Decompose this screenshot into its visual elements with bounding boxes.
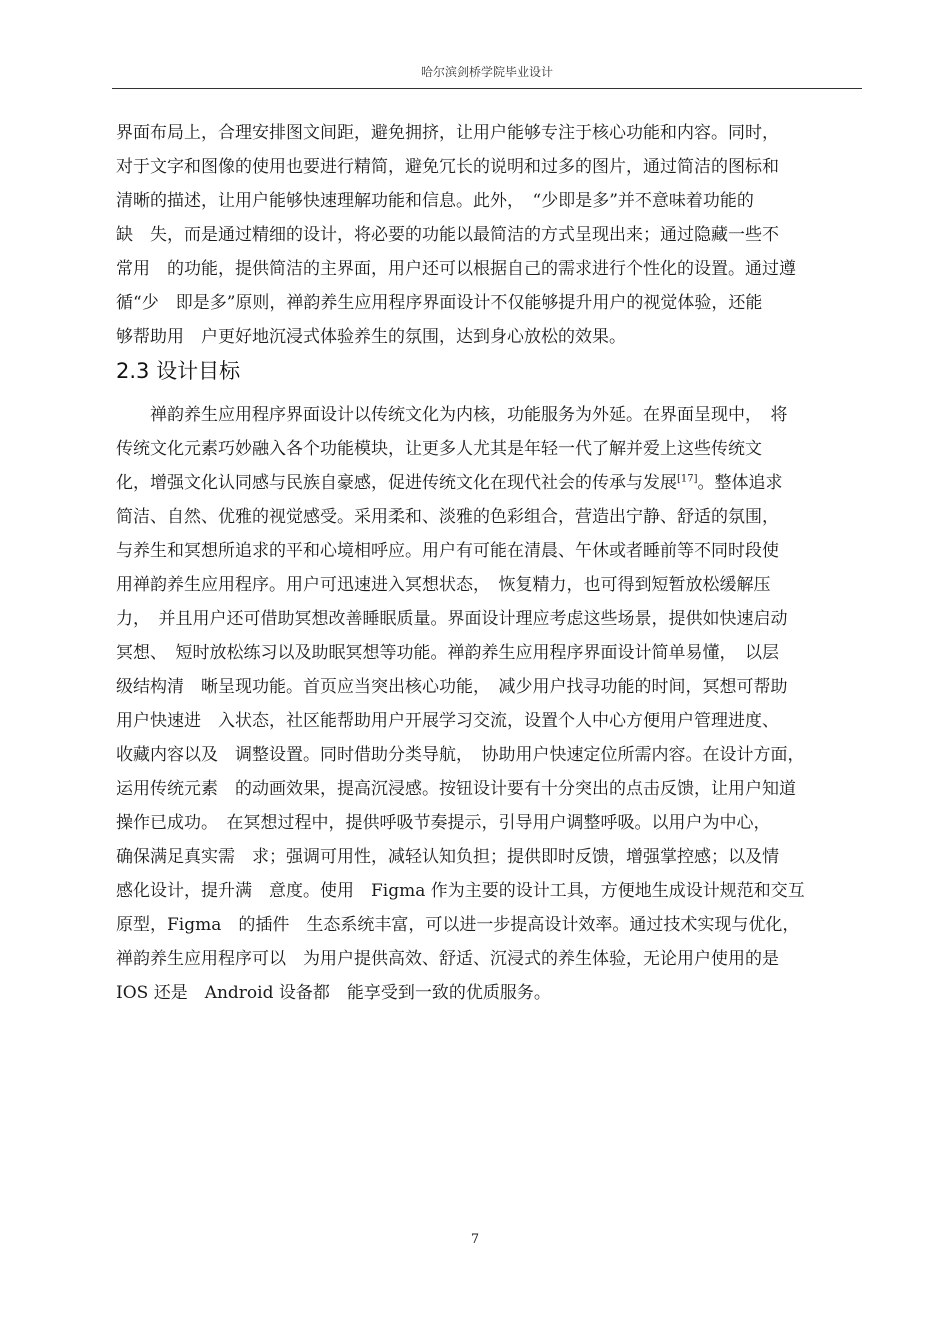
paragraph-line [116,466,783,500]
paragraph-line: 禅韵养生应用程序界面设计以传统文化为内核，功能服务为外延。在界面呈现中， 将 [150,405,788,425]
line-text: 。整体追求 [697,473,783,493]
paragraph-line: 常用 的功能，提供简洁的主界面，用户还可以根据自己的需求进行个性化的设置。通过遵 [116,259,796,279]
paragraph-line: 循“少 即是多”原则，禅韵养生应用程序界面设计不仅能够提升用户的视觉体验，还能 [116,293,763,313]
line-text: 化，增强文化认同感与民族自豪感，促进传统文化在现代社会的传承与发展 [116,473,677,493]
paragraph-line: 确保满足真实需 求；强调可用性，减轻认知负担；提供即时反馈，增强掌控感；以及情 [116,847,779,867]
page-header-title: 哈尔滨剑桥学院毕业设计 [420,65,553,79]
citation-marker: [17] [677,473,698,485]
paragraph-line: 与养生和冥想所追求的平和心境相呼应。用户有可能在清晨、午休或者睡前等不同时段使 [116,541,779,561]
paragraph-line: 操作已成功。 在冥想过程中，提供呼吸节奏提示，引导用户调整呼吸。以用户为中心， [116,813,771,833]
page-number: 7 [470,1232,480,1247]
paragraph-line: 运用传统元素 的动画效果，提高沉浸感。按钮设计要有十分突出的点击反馈，让用户知道 [116,779,796,799]
paragraph-line: 原型，Figma 的插件 生态系统丰富，可以进一步提高设计效率。通过技术实现与优化， [116,915,800,935]
paragraph-line: 级结构清 晰呈现功能。首页应当突出核心功能， 减少用户找寻功能的时间，冥想可帮助 [116,677,788,697]
header-rule [112,88,862,89]
paragraph-line: 传统文化元素巧妙融入各个功能模块，让更多人尤其是年轻一代了解并爱上这些传统文 [116,439,762,459]
paragraph-line: 感化设计，提升满 意度。使用 Figma 作为主要的设计工具，方便地生成设计规范和交互 [116,881,805,901]
paragraph-line: 用禅韵养生应用程序。用户可迅速进入冥想状态， 恢复精力，也可得到短暂放松缓解压 [116,575,771,595]
paragraph-line: 力， 并且用户还可借助冥想改善睡眠质量。界面设计理应考虑这些场景，提供如快速启动 [116,609,788,629]
paragraph-line: 清晰的描述，让用户能够快速理解功能和信息。此外， “少即是多”并不意味着功能的 [116,191,754,211]
paragraph-line: 用户快速进 入状态，社区能帮助用户开展学习交流，设置个人中心方便用户管理进度、 [116,711,779,731]
paragraph-line: 冥想、 短时放松练习以及助眠冥想等功能。禅韵养生应用程序界面设计简单易懂， 以层 [116,643,779,663]
paragraph-line: 对于文字和图像的使用也要进行精简，避免冗长的说明和过多的图片，通过简洁的图标和 [116,157,779,177]
paragraph-line: 收藏内容以及 调整设置。同时借助分类导航， 协助用户快速定位所需内容。在设计方面， [116,745,805,765]
paragraph-line: 界面布局上，合理安排图文间距，避免拥挤，让用户能够专注于核心功能和内容。同时， [116,123,779,143]
paragraph-line: 简洁、自然、优雅的视觉感受。采用柔和、淡雅的色彩组合，营造出宁静、舒适的氛围， [116,507,779,527]
section-heading: 2.3 设计目标 [116,359,241,383]
paragraph-line: 够帮助用 户更好地沉浸式体验养生的氛围，达到身心放松的效果。 [116,327,626,347]
paragraph-line: 禅韵养生应用程序可以 为用户提供高效、舒适、沉浸式的养生体验，无论用户使用的是 [116,949,779,969]
paragraph-line: 缺 失，而是通过精细的设计，将必要的功能以最简洁的方式呈现出来；通过隐藏一些不 [116,225,779,245]
paragraph-line: IOS 还是 Android 设备都 能享受到一致的优质服务。 [116,983,551,1003]
